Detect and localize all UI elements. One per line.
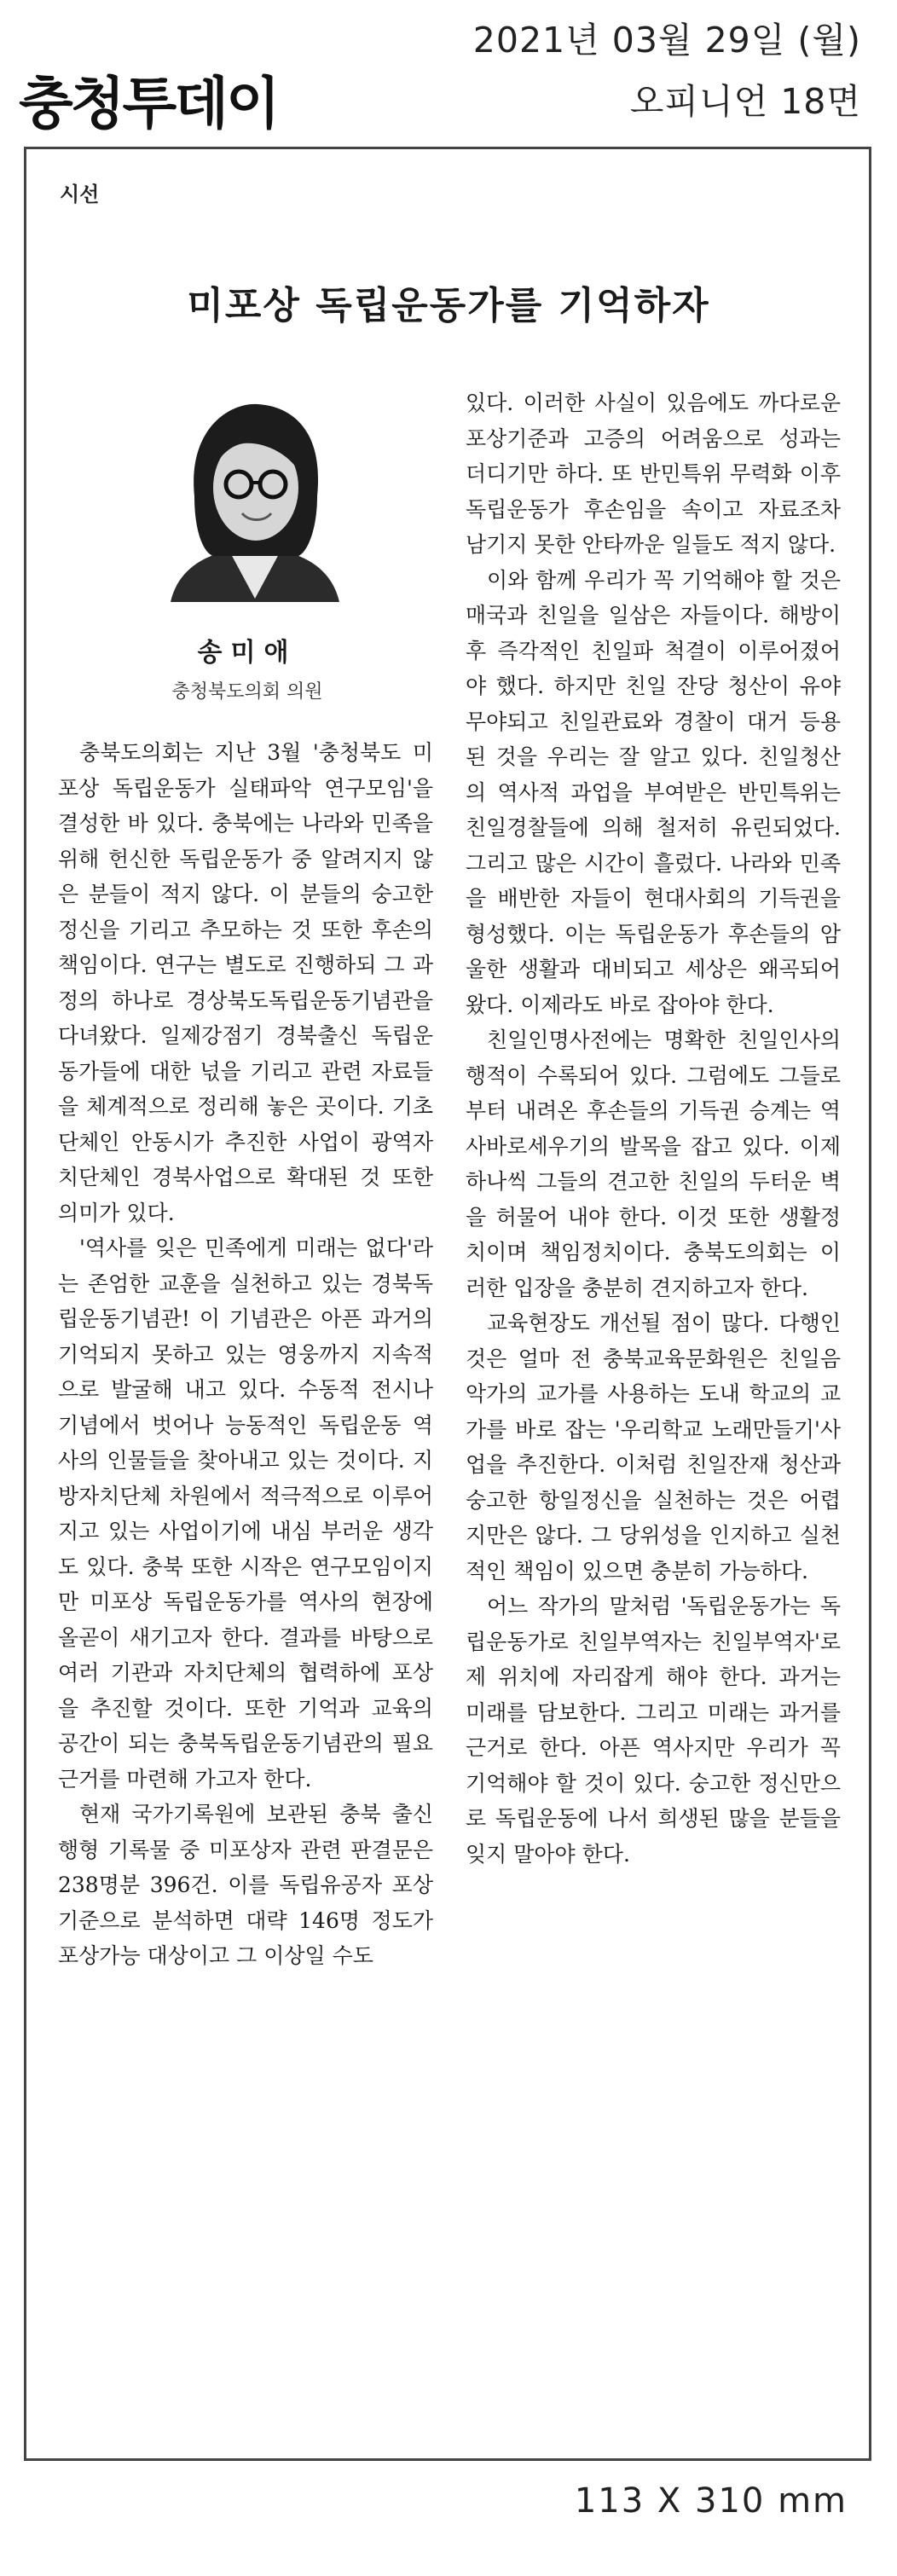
page-info: 오피니언 18면 xyxy=(629,81,861,122)
publication-date: 2021년 03월 29일 (월) xyxy=(472,20,861,61)
article-headline: 미포상 독립운동가를 기억하자 xyxy=(187,284,710,327)
paragraph: 현재 국가기록원에 보관된 충북 출신 행형 기록물 중 미포상자 관련 판결문은 238명분 396건. 이를 독립유공자 포상기준으로 분석하면 대략 146명 정도가 포상가능 대상이고 그 이상일 수도 xyxy=(58,1802,433,1968)
masthead xyxy=(0,0,897,153)
paragraph: 충북도의회는 지난 3월 '충청북도 미포상 독립운동가 실태파악 연구모임'을 결성한 바 있다. 충북에는 나라와 민족을 위해 헌신한 독립운동가 중 알려지지 않은 분들이 적지 않다. 이 분들의 숭고한 정신을 기리고 추모하는 것 또한 후손의 책임이다. 연구는 별도로 진행하되 그 과정의 하나로 경상북도독립운동기념관을 다녀왔다. 일제강점기 경북출신 독립운동가들에 대한 넋을 기리고 관련 자료들을 체계적으로 정리해 놓은 곳이다. 기초단체인 안동시가 추진한 사업이 광역자치단체인 경북사업으로 확대된 것 또한 의미가 있다. xyxy=(58,740,433,1225)
paragraph: '역사를 잊은 민족에게 미래는 없다'라는 존엄한 교훈을 실천하고 있는 경북독립운동기념관! 이 기념관은 아픈 과거의 기억되지 못하고 있는 영웅까지 지속적으로 발굴해 내고 있다. 수동적 전시나 기념에서 벗어나 능동적인 독립운동 역사의 인물들을 찾아내고 있는 것이다. 지방자치단체 차원에서 적극적으로 이루어지고 있는 사업이기에 내심 부러운 생각도 있다. 충북 또한 시작은 연구모임이지만 미포상 독립운동가를 역사의 현장에 올곧이 새기고자 한다. 결과를 바탕으로 여러 기관과 자치단체의 협력하에 포상을 추진할 것이다. 또한 기억과 교육의 공간이 되는 충북독립운동기념관의 필요 근거를 마련해 가고자 한다. xyxy=(58,1236,433,1792)
section-label: 시선 xyxy=(60,182,100,206)
paragraph: 교육현장도 개선될 점이 많다. 다행인 것은 얼마 전 충북교육문화원은 친일음악가의 교가를 사용하는 도내 학교의 교가를 바로 잡는 '우리학교 노래만들기'사업을 추진한다. 이처럼 친일잔재 청산과 숭고한 항일정신을 실천하는 것은 어렵지만은 않다. 그 당위성을 인지하고 실천적인 책임이 있으면 충분히 가능하다. xyxy=(466,1311,841,1583)
clipping-size: 113 X 310 mm xyxy=(574,2481,848,2521)
paragraph: 이와 함께 우리가 꼭 기억해야 할 것은 매국과 친일을 일삼은 자들이다. 해방이후 즉각적인 친일파 척결이 이루어졌어야 했다. 하지만 친일 잔당 청산이 유야무야되고 친일관료와 경찰이 대거 등용된 것을 우리는 잘 알고 있다. 친일청산의 역사적 과업을 부여받은 반민특위는 친일경찰들에 의해 철저히 유린되었다. 그리고 많은 시간이 흘렀다. 나라와 민족을 배반한 자들이 현대사회의 기득권을 형성했다. 이는 독립운동가 후손들의 암울한 생활과 대비되고 세상은 왜곡되어 왔다. 이제라도 바로 잡아야 한다. xyxy=(466,567,841,1017)
newspaper-logo: 충청투데이 xyxy=(19,71,278,136)
paragraph: 있다. 이러한 사실이 있음에도 까다로운 포상기준과 고증의 어려움으로 성과는 더디기만 하다. 또 반민특위 무력화 이후 독립운동가 후손임을 속이고 자료조차 남기지 못한 안타까운 일들도 적지 않다. xyxy=(466,391,841,557)
article-column-right xyxy=(466,385,841,1872)
author-name: 송미애 xyxy=(197,638,298,668)
author-photo xyxy=(162,394,348,602)
author-role: 충청북도의회 의원 xyxy=(171,681,323,703)
paragraph: 친일인명사전에는 명확한 친일인사의 행적이 수록되어 있다. 그럼에도 그들로부터 내려온 후손들의 기득권 승계는 역사바로세우기의 발목을 잡고 있다. 이제 하나씩 그들의 견고한 친일의 두터운 벽을 허물어 내야 한다. 이것 또한 생활정치이며 책임정치이다. 충북도의회는 이러한 입장을 충분히 견지하고자 한다. xyxy=(466,1028,841,1300)
article-column-left xyxy=(58,735,433,1974)
paragraph: 어느 작가의 말처럼 '독립운동가는 독립운동가로 친일부역자는 친일부역자'로 제 위치에 자리잡게 해야 한다. 과거는 미래를 담보한다. 그리고 미래는 과거를 근거로 한다. 아픈 역사지만 우리가 꼭 기억해야 할 것이 있다. 숭고한 정신만으로 독립운동에 나서 희생된 많을 분들을 잊지 말아야 한다. xyxy=(466,1594,841,1867)
